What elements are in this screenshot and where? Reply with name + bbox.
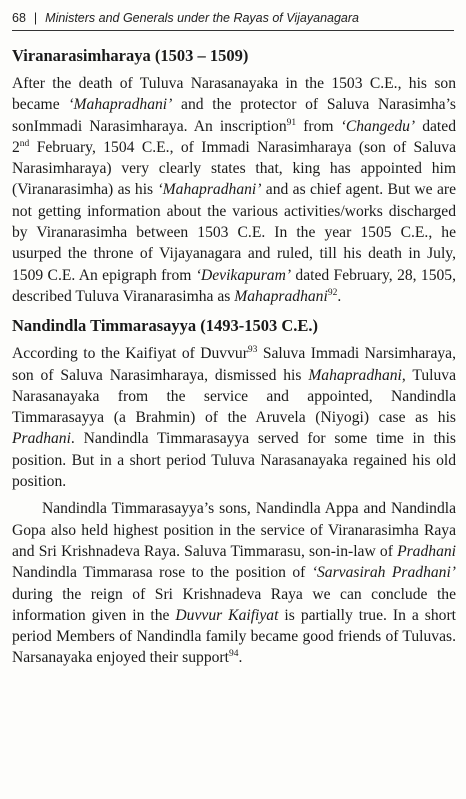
- paragraph-viranarasimharaya: [12, 73, 456, 307]
- text-run: dated February, 28, 1505, described Tuluva Viranarasimha as: [12, 266, 457, 305]
- text-run: is partially true. In a short period Members of Nandindla family became good friends of Tuluvas. Narsanayaka enjoyed their support: [12, 606, 456, 667]
- text-run: Nandindla Timmarasayya’s sons, Nandindla Appa and Nandindla Gopa also held highest position in the service of Viranarasimha Raya and Sri Krishnadeva Raya. Saluva Timmarasu, son-in-law of: [12, 500, 456, 560]
- ordinal-suffix: nd: [19, 138, 30, 149]
- paragraph-sons: [12, 498, 456, 668]
- text-run: dated 2: [12, 117, 456, 156]
- text-run: and as chief agent. But we are not getting information about the various activities/works discharged by Viranarasimha between 1503 C.E. In the year 1505 C.E., he usurped the throne of Vijayanagara and ruled, till his death in July, 1509 C.E. An epigraph from: [12, 181, 456, 284]
- italic-term: ‘Mahapradhani’: [68, 96, 173, 114]
- text-run: February, 1504 C.E., of Immadi Narasimharaya (son of Saluva Narasimharaya) very clearly states that, king has appointed him (Viranarasimha) as his: [12, 138, 456, 199]
- footnote-ref: 94: [228, 649, 239, 660]
- running-header: [12, 6, 454, 31]
- italic-term: ‘Mahapradhani’: [157, 181, 262, 199]
- italic-term: Duvvur Kaifiyat: [175, 606, 279, 624]
- text-run: from: [296, 117, 341, 135]
- running-title: Ministers and Generals under the Rayas of Vijayanagara: [45, 11, 359, 25]
- italic-term: Mahapradhani: [234, 287, 328, 305]
- paragraph-kaifiyat: [12, 343, 456, 492]
- text-run: Nandindla Timmarasa rose to the position of: [12, 564, 312, 582]
- text-run: . Nandindla Timmarasayya served for some time in this position. But in a short period Tuluva Narasanayaka regained his old position.: [12, 430, 456, 491]
- italic-term: Pradhani: [12, 430, 71, 448]
- footnote-ref: 93: [247, 345, 258, 356]
- text-run: Saluva Immadi Narsimharaya, son of Saluva Narasimharaya, dismissed his: [12, 345, 456, 384]
- italic-term: ‘Changedu’: [340, 117, 416, 135]
- page-body: [12, 45, 456, 669]
- italic-term: ‘Devikapuram’: [195, 266, 292, 284]
- page-number: 68: [12, 11, 26, 25]
- footnote-ref: 91: [286, 117, 297, 128]
- footnote-ref: 92: [327, 287, 338, 298]
- text-run: After the death of Tuluva Narasanayaka in the 1503 C.E., his son became: [12, 75, 456, 114]
- italic-term: Mahapradhani: [308, 366, 402, 384]
- text-run: during the reign of Sri Krishnadeva Raya we can conclude the information given in the: [12, 585, 456, 624]
- text-run: .: [238, 649, 243, 667]
- section-heading-viranarasimharaya: Viranarasimharaya (1503 – 1509): [12, 46, 249, 65]
- text-run: According to the Kaifiyat of Duvvur: [12, 345, 248, 363]
- section-heading-nandindla-timmarasayya: Nandindla Timmarasayya (1493-1503 C.E.): [12, 316, 319, 336]
- text-run: and the protector of Saluva Narasimha’s sonImmadi Narasimharaya. An inscription: [12, 96, 456, 135]
- italic-term: Pradhani: [397, 542, 456, 560]
- italic-term: ‘Sarvasirah Pradhani’: [311, 564, 456, 582]
- header-separator: |: [33, 11, 38, 25]
- text-run: .: [337, 287, 342, 305]
- text-run: , Tuluva Narasanayaka from the service and appointed, Nandindla Timmarasayya (a Brahmin) of the Aruvela (Niyogi) case as his: [12, 366, 456, 427]
